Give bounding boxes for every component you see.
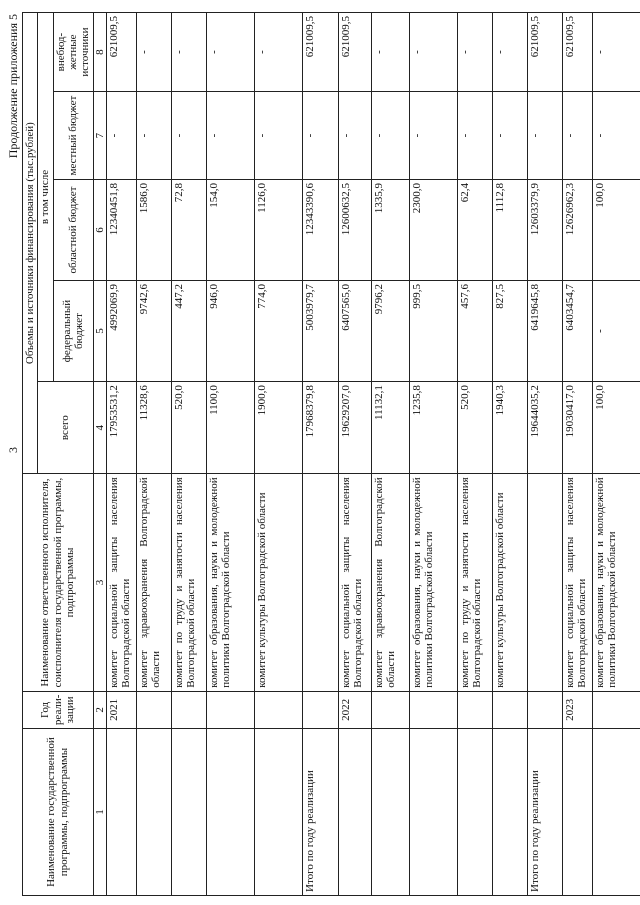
total-cell: 11132,1 bbox=[371, 382, 409, 474]
page-number: 3 bbox=[6, 447, 20, 453]
program-cell bbox=[592, 729, 640, 896]
federal-cell: - bbox=[592, 281, 640, 382]
local-cell: - bbox=[136, 92, 171, 180]
table-row bbox=[409, 13, 457, 896]
local-cell: - bbox=[592, 92, 640, 180]
regional-cell: 12626962,3 bbox=[562, 180, 592, 281]
local-cell: - bbox=[106, 92, 136, 180]
header-program: Наименование государственной программы, подпрограммы bbox=[23, 729, 94, 896]
table-row bbox=[592, 13, 640, 896]
offbudget-cell: - bbox=[409, 13, 457, 92]
federal-cell: 4992069,9 bbox=[106, 281, 136, 382]
local-cell: - bbox=[302, 92, 338, 180]
executor-cell: комитет социальной защиты населения Волгоградской области bbox=[338, 474, 371, 691]
program-cell bbox=[562, 729, 592, 896]
program-cell bbox=[106, 729, 136, 896]
year-cell bbox=[492, 691, 527, 728]
regional-cell: 1335,9 bbox=[371, 180, 409, 281]
offbudget-cell: 621009,5 bbox=[527, 13, 562, 92]
table-row bbox=[171, 13, 206, 896]
regional-cell: 1126,0 bbox=[254, 180, 302, 281]
total-cell: 1900,0 bbox=[254, 382, 302, 474]
appendix-continuation: Продолжение приложения 5 bbox=[6, 14, 20, 159]
local-cell: - bbox=[409, 92, 457, 180]
year-cell bbox=[136, 691, 171, 728]
regional-cell: 2300,0 bbox=[409, 180, 457, 281]
executor-cell: комитет по труду и занятости населения Волгоградской области bbox=[171, 474, 206, 691]
total-cell: 1235,8 bbox=[409, 382, 457, 474]
year-cell bbox=[206, 691, 254, 728]
header-regional: областной бюджет bbox=[53, 180, 93, 281]
offbudget-cell: 621009,5 bbox=[302, 13, 338, 92]
total-cell: 11328,6 bbox=[136, 382, 171, 474]
column-number: 1 bbox=[93, 729, 106, 896]
program-cell bbox=[254, 729, 302, 896]
header-funding: Объемы и источники финансирования (тыс.рублей) bbox=[23, 13, 38, 474]
offbudget-cell: 621009,5 bbox=[562, 13, 592, 92]
table-row bbox=[106, 13, 136, 896]
federal-cell: 774,0 bbox=[254, 281, 302, 382]
federal-cell: 6419645,8 bbox=[527, 281, 562, 382]
program-cell: Итого по году реализации bbox=[527, 729, 562, 896]
executor-cell: комитет социальной защиты населения Волгоградской области bbox=[562, 474, 592, 691]
regional-cell: 12600632,5 bbox=[338, 180, 371, 281]
offbudget-cell: - bbox=[457, 13, 492, 92]
total-cell: 19030417,0 bbox=[562, 382, 592, 474]
year-cell: 2023 bbox=[562, 691, 592, 728]
executor-cell: комитет культуры Волгоградской области bbox=[492, 474, 527, 691]
offbudget-cell: - bbox=[171, 13, 206, 92]
regional-cell: 12340451,8 bbox=[106, 180, 136, 281]
executor-cell: комитет образования, науки и молодежной политики Волгоградской области bbox=[592, 474, 640, 691]
program-cell bbox=[492, 729, 527, 896]
local-cell: - bbox=[254, 92, 302, 180]
offbudget-cell: 621009,5 bbox=[338, 13, 371, 92]
executor-cell: комитет культуры Волгоградской области bbox=[254, 474, 302, 691]
local-cell: - bbox=[492, 92, 527, 180]
total-cell: 19644035,2 bbox=[527, 382, 562, 474]
federal-cell: 457,6 bbox=[457, 281, 492, 382]
executor-cell: комитет образования, науки и молодежной политики Волгоградской области bbox=[206, 474, 254, 691]
total-cell: 520,0 bbox=[171, 382, 206, 474]
regional-cell: 12603379,9 bbox=[527, 180, 562, 281]
offbudget-cell: - bbox=[136, 13, 171, 92]
executor-cell: комитет образования, науки и молодежной политики Волгоградской области bbox=[409, 474, 457, 691]
federal-cell: 6407565,0 bbox=[338, 281, 371, 382]
year-cell bbox=[371, 691, 409, 728]
offbudget-cell: - bbox=[492, 13, 527, 92]
executor-cell: комитет здравоохранения Волгоградской области bbox=[371, 474, 409, 691]
offbudget-cell: - bbox=[592, 13, 640, 92]
program-cell bbox=[338, 729, 371, 896]
regional-cell: 12343390,6 bbox=[302, 180, 338, 281]
offbudget-cell: - bbox=[254, 13, 302, 92]
total-cell: 17968379,8 bbox=[302, 382, 338, 474]
year-cell bbox=[527, 691, 562, 728]
regional-cell: 72,8 bbox=[171, 180, 206, 281]
total-cell: 1940,3 bbox=[492, 382, 527, 474]
table-body bbox=[106, 13, 640, 896]
program-cell bbox=[171, 729, 206, 896]
year-cell bbox=[592, 691, 640, 728]
total-cell: 17953531,2 bbox=[106, 382, 136, 474]
offbudget-cell: - bbox=[206, 13, 254, 92]
table-row bbox=[492, 13, 527, 896]
local-cell: - bbox=[338, 92, 371, 180]
offbudget-cell: - bbox=[371, 13, 409, 92]
local-cell: - bbox=[171, 92, 206, 180]
program-cell bbox=[457, 729, 492, 896]
executor-cell: комитет здравоохранения Волгоградской области bbox=[136, 474, 171, 691]
column-number: 5 bbox=[93, 281, 106, 382]
total-cell: 100,0 bbox=[592, 382, 640, 474]
table-row bbox=[136, 13, 171, 896]
year-cell bbox=[254, 691, 302, 728]
federal-cell: 827,5 bbox=[492, 281, 527, 382]
column-number: 3 bbox=[93, 474, 106, 691]
total-cell: 520,0 bbox=[457, 382, 492, 474]
column-number: 6 bbox=[93, 180, 106, 281]
column-number: 7 bbox=[93, 92, 106, 180]
local-cell: - bbox=[371, 92, 409, 180]
column-number: 4 bbox=[93, 382, 106, 474]
column-number: 2 bbox=[93, 691, 106, 728]
program-cell bbox=[409, 729, 457, 896]
table-row bbox=[457, 13, 492, 896]
header-year: Год реали-зации bbox=[23, 691, 94, 728]
local-cell: - bbox=[206, 92, 254, 180]
local-cell: - bbox=[527, 92, 562, 180]
year-cell bbox=[171, 691, 206, 728]
column-number-row bbox=[93, 13, 106, 896]
funding-table bbox=[22, 12, 640, 896]
header-federal: федеральный бюджет bbox=[53, 281, 93, 382]
table-row bbox=[371, 13, 409, 896]
federal-cell: 946,0 bbox=[206, 281, 254, 382]
local-cell: - bbox=[457, 92, 492, 180]
program-cell: Итого по году реализации bbox=[302, 729, 338, 896]
header-local: местный бюджет bbox=[53, 92, 93, 180]
header-including: в том числе bbox=[38, 13, 53, 382]
header-offbudget: внебюд-жетные источники bbox=[53, 13, 93, 92]
table-row bbox=[302, 13, 338, 896]
federal-cell: 999,5 bbox=[409, 281, 457, 382]
year-cell bbox=[409, 691, 457, 728]
table-row bbox=[338, 13, 371, 896]
regional-cell: 154,0 bbox=[206, 180, 254, 281]
executor-cell bbox=[302, 474, 338, 691]
header-total: всего bbox=[38, 382, 93, 474]
year-cell: 2022 bbox=[338, 691, 371, 728]
year-cell bbox=[457, 691, 492, 728]
total-cell: 19629207,0 bbox=[338, 382, 371, 474]
regional-cell: 1112,8 bbox=[492, 180, 527, 281]
year-cell bbox=[302, 691, 338, 728]
federal-cell: 5003979,7 bbox=[302, 281, 338, 382]
program-cell bbox=[371, 729, 409, 896]
table-row bbox=[527, 13, 562, 896]
federal-cell: 9796,2 bbox=[371, 281, 409, 382]
program-cell bbox=[206, 729, 254, 896]
regional-cell: 1586,0 bbox=[136, 180, 171, 281]
total-cell: 1100,0 bbox=[206, 382, 254, 474]
program-cell bbox=[136, 729, 171, 896]
federal-cell: 9742,6 bbox=[136, 281, 171, 382]
executor-cell bbox=[527, 474, 562, 691]
federal-cell: 6403454,7 bbox=[562, 281, 592, 382]
header-executor: Наименование ответственного исполнителя, соисполнителя государственной программы, подпрограммы bbox=[23, 474, 94, 691]
regional-cell: 100,0 bbox=[592, 180, 640, 281]
offbudget-cell: 621009,5 bbox=[106, 13, 136, 92]
executor-cell: комитет социальной защиты населения Волгоградской области bbox=[106, 474, 136, 691]
table-row bbox=[254, 13, 302, 896]
federal-cell: 447,2 bbox=[171, 281, 206, 382]
column-number: 8 bbox=[93, 13, 106, 92]
year-cell: 2021 bbox=[106, 691, 136, 728]
table-row bbox=[206, 13, 254, 896]
regional-cell: 62,4 bbox=[457, 180, 492, 281]
executor-cell: комитет по труду и занятости населения Волгоградской области bbox=[457, 474, 492, 691]
local-cell: - bbox=[562, 92, 592, 180]
table-row bbox=[562, 13, 592, 896]
